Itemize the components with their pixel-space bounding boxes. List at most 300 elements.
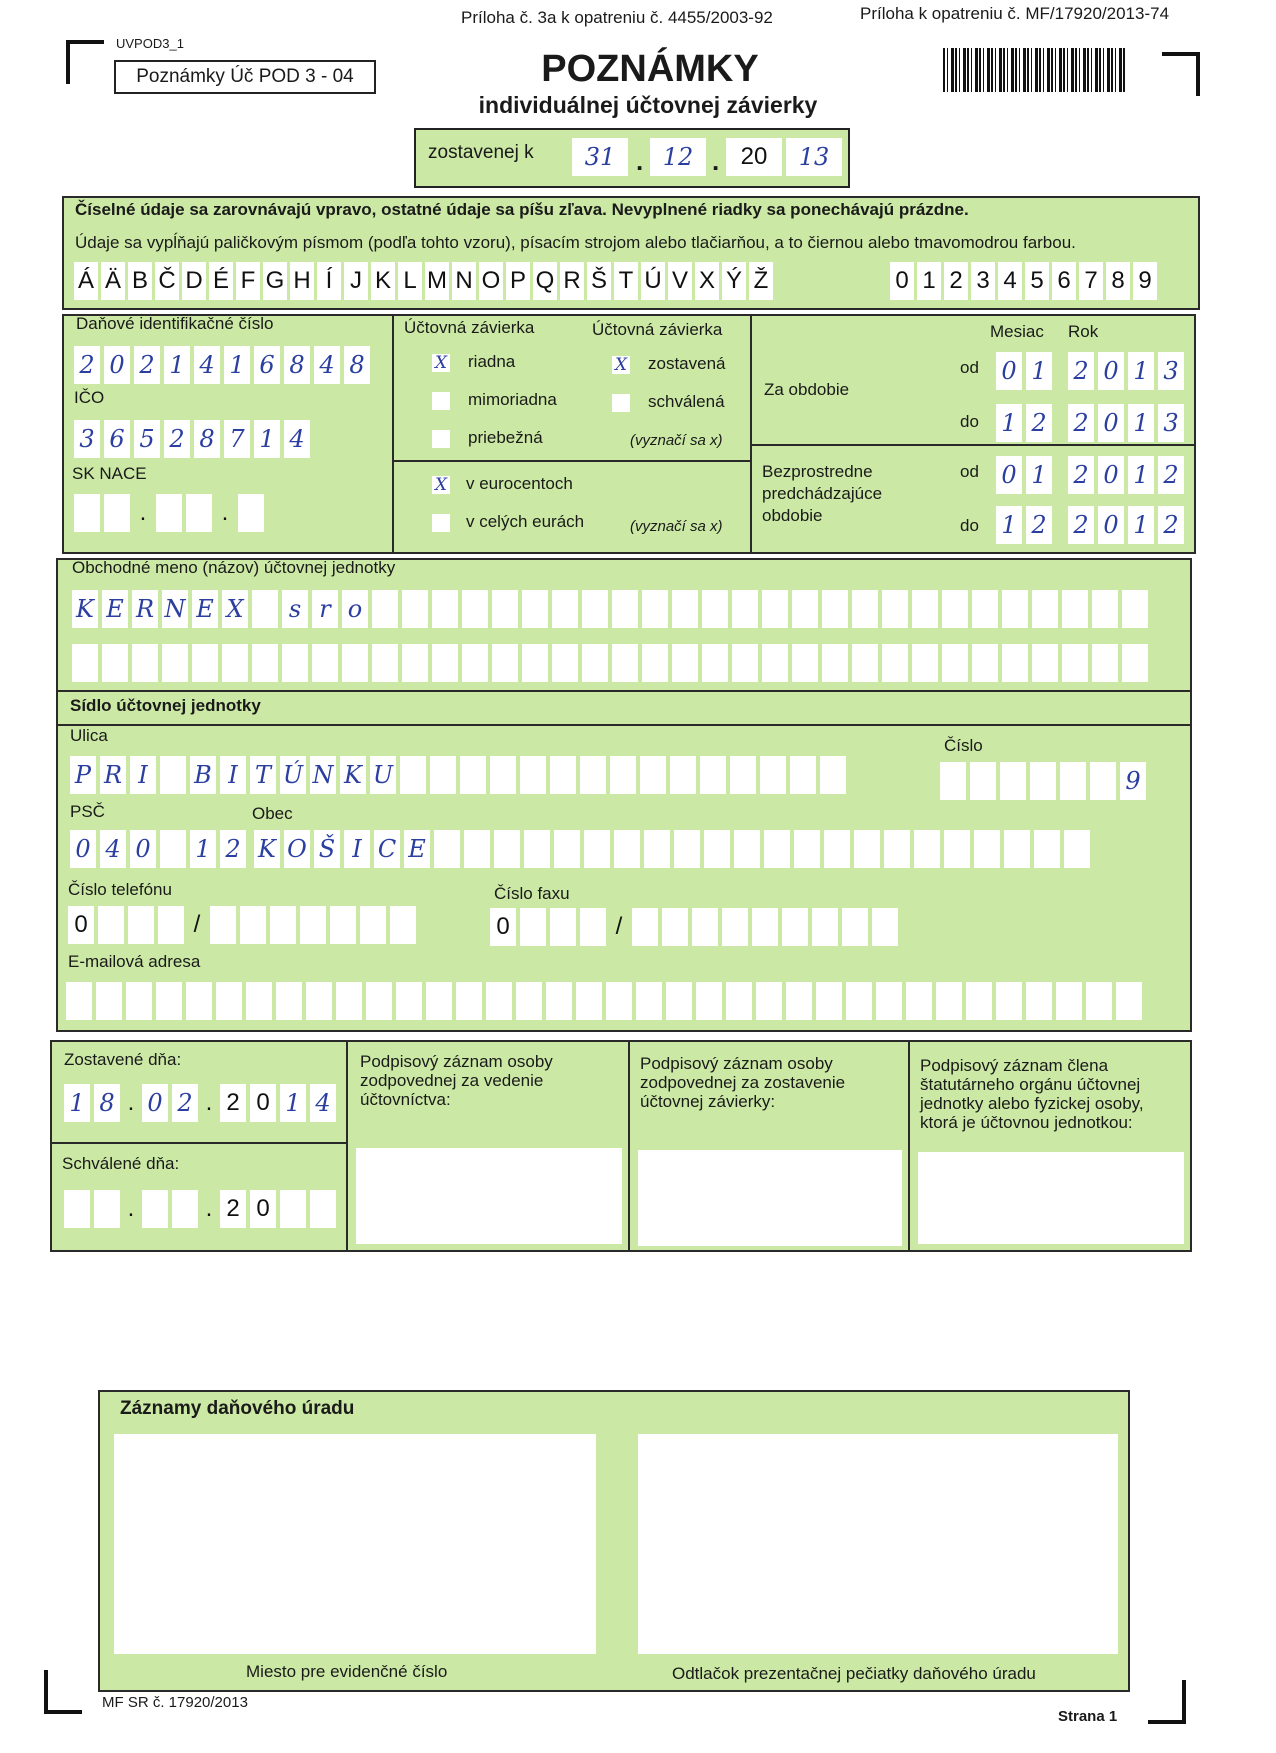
city-char [1064, 830, 1090, 868]
sample-digit: 2 [944, 262, 968, 300]
zip-label: PSČ [70, 802, 105, 821]
phone-char: 0 [490, 908, 516, 946]
name-char [192, 644, 218, 682]
phone-char [360, 906, 386, 944]
email-char [366, 982, 392, 1020]
city-char [494, 830, 520, 868]
label-eurocent: v eurocentoch [466, 474, 573, 493]
date-char: 0 [142, 1084, 168, 1122]
nace-field[interactable]: . . [74, 494, 264, 532]
sample-letter: É [209, 262, 233, 300]
name-char [702, 590, 728, 628]
city-char: E [404, 830, 430, 868]
phone-field[interactable] [68, 906, 416, 944]
street-char: I [220, 756, 246, 794]
current-to-label: do [960, 412, 979, 431]
street-char [550, 756, 576, 794]
label-mimoriadna: mimoriadna [468, 390, 557, 409]
name-char [312, 644, 338, 682]
sample-letter: P [506, 262, 530, 300]
email-char [696, 982, 722, 1020]
email-char [1116, 982, 1142, 1020]
previous-period-label-3: obdobie [762, 506, 823, 525]
date-char [64, 1190, 90, 1228]
street-number-char [1000, 762, 1026, 800]
phone-char [390, 906, 416, 944]
dic-field[interactable] [74, 346, 370, 384]
compiled-date-day[interactable]: 31 [572, 138, 628, 176]
ico-digit: 8 [194, 420, 220, 458]
street-char [730, 756, 756, 794]
phone-char [300, 906, 326, 944]
zip-char: 0 [130, 830, 156, 868]
email-char [456, 982, 482, 1020]
date-char: 2 [220, 1190, 246, 1228]
name-char [792, 590, 818, 628]
statement-type-header: Účtovná závierka [404, 318, 535, 337]
registration-number-box[interactable] [114, 1434, 596, 1654]
phone-char [330, 906, 356, 944]
previous-from-month[interactable] [996, 456, 1052, 494]
sample-letter: Č [155, 262, 179, 300]
name-char [252, 590, 278, 628]
name-char [822, 590, 848, 628]
date-char [142, 1190, 168, 1228]
email-char [636, 982, 662, 1020]
label-priebezna: priebežná [468, 428, 543, 447]
label-eur: v celých eurách [466, 512, 585, 531]
phone-char [520, 908, 546, 946]
month-digit: 1 [996, 404, 1022, 442]
date-char: . [127, 1089, 135, 1116]
city-char [434, 830, 460, 868]
name-char [462, 590, 488, 628]
city-char: I [344, 830, 370, 868]
year-digit: 1 [1128, 456, 1154, 494]
zip-char: 0 [70, 830, 96, 868]
previous-from-year[interactable] [1068, 456, 1184, 494]
street-char: U [370, 756, 396, 794]
email-field[interactable] [66, 982, 1142, 1020]
street-char [820, 756, 846, 794]
city-char [554, 830, 580, 868]
approved-on-label: Schválené dňa: [62, 1154, 180, 1173]
city-char: O [284, 830, 310, 868]
year-digit: 2 [1158, 506, 1184, 544]
sample-letter: Á [74, 262, 98, 300]
name-char [1032, 590, 1058, 628]
sample-letter: X [695, 262, 719, 300]
checkbox-eur[interactable] [432, 514, 450, 532]
email-char [156, 982, 182, 1020]
name-char [762, 644, 788, 682]
sample-letter: F [236, 262, 260, 300]
phone-char [270, 906, 296, 944]
nace-label: SK NACE [72, 464, 147, 483]
year-header: Rok [1068, 322, 1099, 341]
name-char: E [192, 590, 218, 628]
fax-field[interactable] [490, 908, 898, 946]
street-char [610, 756, 636, 794]
previous-to-year[interactable] [1068, 506, 1184, 544]
city-char [584, 830, 610, 868]
zip-char: 2 [220, 830, 246, 868]
city-field[interactable] [254, 830, 1090, 868]
sample-letter: Ž [749, 262, 773, 300]
sample-letter: Š [587, 262, 611, 300]
year-digit: 0 [1098, 456, 1124, 494]
seat-header: Sídlo účtovnej jednotky [70, 696, 261, 715]
name-char [792, 644, 818, 682]
dic-digit: 2 [134, 346, 160, 384]
compiled-date-label: zostavenej k [428, 142, 534, 163]
name-char [942, 590, 968, 628]
email-char [246, 982, 272, 1020]
sample-digit: 0 [890, 262, 914, 300]
signature-statement-label: Podpisový záznam osoby zodpovednej za zostavenie účtovnej závierky: [640, 1054, 846, 1111]
zip-char: 1 [190, 830, 216, 868]
email-char [726, 982, 752, 1020]
signature-statutory-box[interactable] [918, 1152, 1184, 1244]
street-char: Ú [280, 756, 306, 794]
current-from-year[interactable] [1068, 352, 1184, 390]
date-char: 0 [250, 1084, 276, 1122]
email-char [816, 982, 842, 1020]
email-char [666, 982, 692, 1020]
sample-digits [890, 262, 1157, 300]
year-digit: 0 [1098, 404, 1124, 442]
name-char [252, 644, 278, 682]
email-char [276, 982, 302, 1020]
email-char [396, 982, 422, 1020]
page-number: Strana 1 [1058, 1708, 1118, 1725]
street-field[interactable] [70, 756, 846, 794]
email-char [576, 982, 602, 1020]
zip-field[interactable] [70, 830, 246, 868]
year-digit: 1 [1128, 404, 1154, 442]
name-char [882, 644, 908, 682]
year-digit: 3 [1158, 404, 1184, 442]
name-char [912, 644, 938, 682]
phone-char [752, 908, 778, 946]
phone-char [722, 908, 748, 946]
name-char: R [132, 590, 158, 628]
street-char: I [130, 756, 156, 794]
name-char [822, 644, 848, 682]
email-label: E-mailová adresa [68, 952, 201, 971]
phone-char [812, 908, 838, 946]
name-char: s [282, 590, 308, 628]
city-char [854, 830, 880, 868]
street-char [760, 756, 786, 794]
street-char: K [340, 756, 366, 794]
dic-digit: 4 [314, 346, 340, 384]
dic-digit: 0 [104, 346, 130, 384]
date-char [280, 1190, 306, 1228]
month-digit: 1 [1026, 456, 1052, 494]
dic-digit: 1 [164, 346, 190, 384]
checkbox-schvalena[interactable] [612, 394, 630, 412]
registration-number-caption: Miesto pre evidenčné číslo [246, 1662, 448, 1681]
email-char [1086, 982, 1112, 1020]
year-digit: 2 [1068, 456, 1094, 494]
email-char [66, 982, 92, 1020]
checkbox-eurocent[interactable]: X [432, 476, 450, 494]
city-char [614, 830, 640, 868]
street-char [790, 756, 816, 794]
compiled-on-field[interactable] [64, 1084, 336, 1122]
mark-note-1: (vyznačí sa x) [630, 432, 723, 449]
street-char: N [310, 756, 336, 794]
checkbox-mimoriadna[interactable] [432, 392, 450, 410]
name-char [1002, 590, 1028, 628]
email-char [756, 982, 782, 1020]
month-digit: 1 [996, 506, 1022, 544]
month-digit: 2 [1026, 404, 1052, 442]
email-char [336, 982, 362, 1020]
current-to-year[interactable] [1068, 404, 1184, 442]
name-char [1122, 644, 1148, 682]
date-char: . [127, 1195, 135, 1222]
year-digit: 2 [1068, 352, 1094, 390]
phone-char [782, 908, 808, 946]
month-digit: 1 [1026, 352, 1052, 390]
compiled-date-year[interactable]: 20 13 [726, 138, 842, 176]
name-char [582, 590, 608, 628]
business-name-field-line-2[interactable] [72, 644, 1148, 682]
signature-accounting-box[interactable] [356, 1148, 622, 1244]
phone-char [128, 906, 154, 944]
ico-label: IČO [74, 388, 105, 407]
approved-on-field[interactable] [64, 1190, 336, 1228]
sample-letter: Ý [722, 262, 746, 300]
name-char [642, 644, 668, 682]
month-digit: 2 [1026, 506, 1052, 544]
sample-digit: 4 [998, 262, 1022, 300]
month-digit: 0 [996, 456, 1022, 494]
phone-char: 0 [68, 906, 94, 944]
year-digit: 0 [1098, 352, 1124, 390]
city-char [824, 830, 850, 868]
date-char: 1 [280, 1084, 306, 1122]
sample-letter: G [263, 262, 287, 300]
city-char: K [254, 830, 280, 868]
city-char: C [374, 830, 400, 868]
email-char [126, 982, 152, 1020]
checkbox-riadna[interactable]: X [432, 354, 450, 372]
date-char [310, 1190, 336, 1228]
phone-char [632, 908, 658, 946]
email-char [936, 982, 962, 1020]
dic-digit: 8 [284, 346, 310, 384]
name-char [372, 644, 398, 682]
name-char [1002, 644, 1028, 682]
street-char: T [250, 756, 276, 794]
date-char: 8 [94, 1084, 120, 1122]
sample-digit: 9 [1133, 262, 1157, 300]
email-char [516, 982, 542, 1020]
tax-office-header: Záznamy daňového úradu [120, 1398, 355, 1419]
previous-to-month[interactable] [996, 506, 1052, 544]
email-char [996, 982, 1022, 1020]
name-char [102, 644, 128, 682]
street-char [700, 756, 726, 794]
phone-char [240, 906, 266, 944]
label-riadna: riadna [468, 352, 516, 371]
name-char [612, 644, 638, 682]
name-char [1122, 590, 1148, 628]
current-period-label: Za obdobie [764, 380, 850, 399]
name-char [1062, 644, 1088, 682]
phone-char [692, 908, 718, 946]
name-char: E [102, 590, 128, 628]
ico-digit: 2 [164, 420, 190, 458]
checkbox-priebezna[interactable] [432, 430, 450, 448]
name-char [492, 590, 518, 628]
city-label: Obec [252, 804, 293, 823]
email-char [786, 982, 812, 1020]
business-name-field[interactable] [72, 590, 1148, 628]
year-digit: 2 [1158, 456, 1184, 494]
compiled-on-label: Zostavené dňa: [64, 1050, 182, 1069]
date-char: 2 [220, 1084, 246, 1122]
street-char [670, 756, 696, 794]
name-char [882, 590, 908, 628]
name-char [852, 644, 878, 682]
sample-digit: 3 [971, 262, 995, 300]
email-char [186, 982, 212, 1020]
stamp-box[interactable] [638, 1434, 1118, 1654]
footer-reference: MF SR č. 17920/2013 [102, 1694, 248, 1711]
page-subtitle: individuálnej účtovnej závierky [478, 92, 818, 118]
street-char [580, 756, 606, 794]
name-char [972, 644, 998, 682]
city-char [884, 830, 910, 868]
month-header: Mesiac [990, 322, 1044, 341]
sample-letter: O [479, 262, 503, 300]
street-char [160, 756, 186, 794]
date-char: 1 [64, 1084, 90, 1122]
number-label: Číslo [944, 736, 983, 755]
date-char: . [205, 1195, 213, 1222]
year-digit: 0 [1098, 506, 1124, 544]
email-char [486, 982, 512, 1020]
name-char [1032, 644, 1058, 682]
signature-statement-box[interactable] [638, 1150, 902, 1246]
current-to-month[interactable] [996, 404, 1052, 442]
city-char [1004, 830, 1030, 868]
street-number-char [1030, 762, 1056, 800]
city-char [704, 830, 730, 868]
annex-reference-right: Príloha k opatreniu č. MF/17920/2013-74 [860, 4, 1170, 23]
street-number-char [1060, 762, 1086, 800]
name-char [672, 590, 698, 628]
street-number-char [970, 762, 996, 800]
name-char [702, 644, 728, 682]
email-char [906, 982, 932, 1020]
name-char [462, 644, 488, 682]
phone-char [98, 906, 124, 944]
phone-char [842, 908, 868, 946]
ico-digit: 6 [104, 420, 130, 458]
date-char [172, 1190, 198, 1228]
street-char: R [100, 756, 126, 794]
city-char [1034, 830, 1060, 868]
business-name-label: Obchodné meno (názov) účtovnej jednotky [72, 558, 396, 577]
sample-digit: 1 [917, 262, 941, 300]
name-char [522, 644, 548, 682]
dic-digit: 6 [254, 346, 280, 384]
name-char: N [162, 590, 188, 628]
signature-accounting-label: Podpisový záznam osoby zodpovednej za vedenie účtovníctva: [360, 1052, 553, 1109]
name-char: o [342, 590, 368, 628]
name-char: r [312, 590, 338, 628]
label-schvalena: schválená [648, 392, 725, 411]
name-char: X [222, 590, 248, 628]
date-char: 4 [310, 1084, 336, 1122]
zip-char [160, 830, 186, 868]
dic-digit: 2 [74, 346, 100, 384]
phone-char [158, 906, 184, 944]
checkbox-zostavena[interactable]: X [612, 356, 630, 374]
name-char [432, 590, 458, 628]
name-char [852, 590, 878, 628]
city-char [674, 830, 700, 868]
name-char [612, 590, 638, 628]
statement-status-header: Účtovná závierka [592, 320, 723, 339]
mark-note-2: (vyznačí sa x) [630, 518, 723, 535]
name-char [402, 644, 428, 682]
form-name: Poznámky Úč POD 3 - 04 [136, 66, 354, 87]
dic-digit: 1 [224, 346, 250, 384]
sample-letter: N [452, 262, 476, 300]
name-char [912, 590, 938, 628]
email-char [96, 982, 122, 1020]
email-char [546, 982, 572, 1020]
corner-mark-bottom-left [44, 1670, 82, 1714]
ico-digit: 5 [134, 420, 160, 458]
phone-char: / [615, 913, 623, 940]
sample-letter: M [425, 262, 449, 300]
previous-period-label-1: Bezprostredne [762, 462, 873, 481]
previous-to-label: do [960, 516, 979, 535]
phone-char: / [193, 911, 201, 938]
name-char [552, 590, 578, 628]
current-from-month[interactable] [996, 352, 1052, 390]
email-char [606, 982, 632, 1020]
street-number-field[interactable] [940, 762, 1146, 800]
dic-digit: 4 [194, 346, 220, 384]
ico-field[interactable] [74, 420, 310, 458]
sample-letter: Ä [101, 262, 125, 300]
annex-reference-left: Príloha č. 3a k opatreniu č. 4455/2003-92 [461, 8, 773, 27]
street-char: B [190, 756, 216, 794]
name-char: K [72, 590, 98, 628]
name-char [762, 590, 788, 628]
city-char [974, 830, 1000, 868]
sample-letter: V [668, 262, 692, 300]
date-char [94, 1190, 120, 1228]
corner-mark-bottom-right [1148, 1680, 1186, 1724]
year-digit: 1 [1128, 506, 1154, 544]
name-char [732, 644, 758, 682]
street-label: Ulica [70, 726, 108, 745]
compiled-date-month[interactable]: 12 [650, 138, 706, 176]
year-digit: 2 [1068, 506, 1094, 544]
ico-digit: 3 [74, 420, 100, 458]
dic-digit: 8 [344, 346, 370, 384]
sample-letter: T [614, 262, 638, 300]
